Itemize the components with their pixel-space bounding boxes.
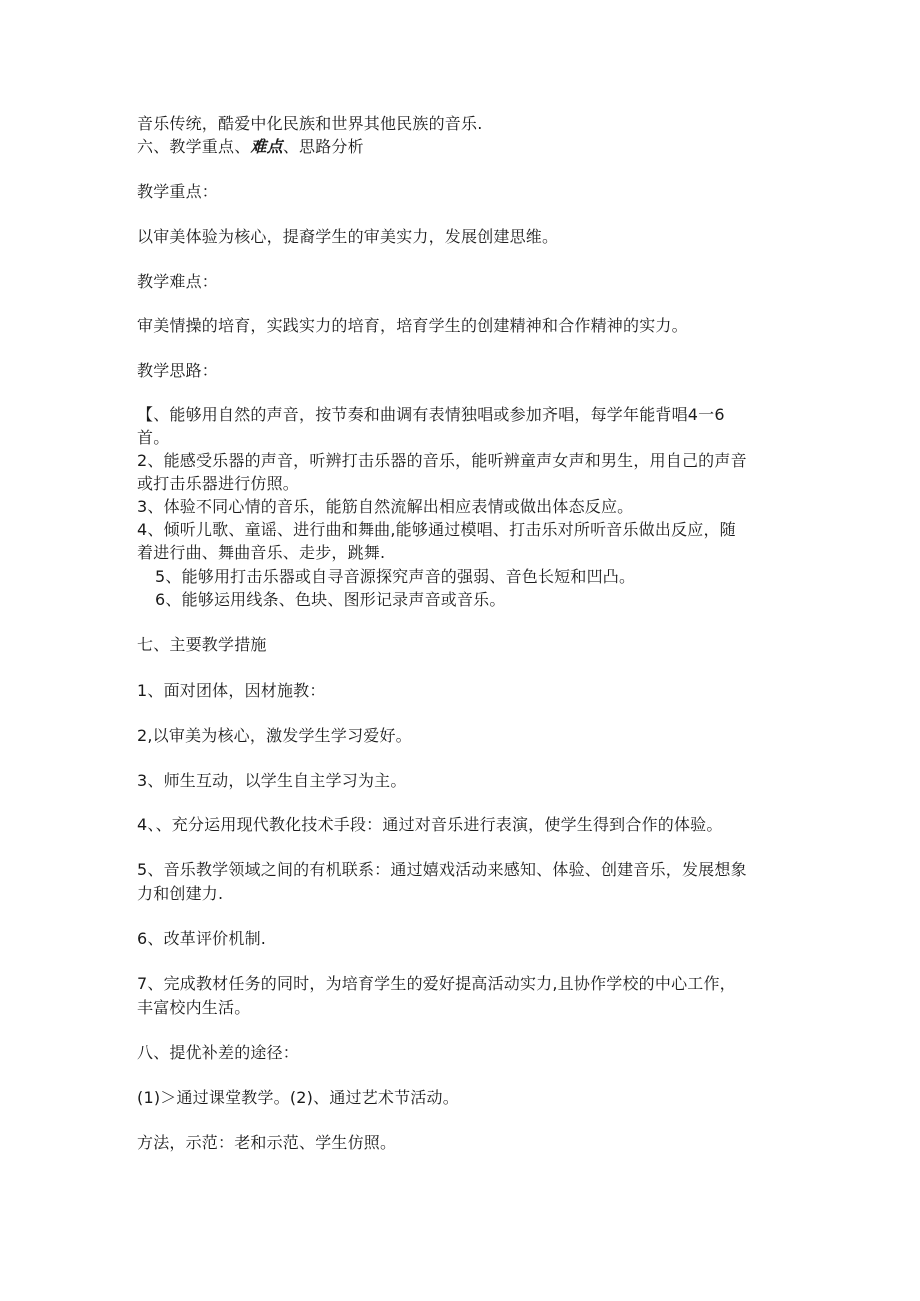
- section-6-heading-post: 、思路分析: [282, 137, 364, 156]
- measure-item: 5、音乐教学领域之间的有机联系：通过嬉戏活动来感知、体验、创建音乐，发展想象: [137, 860, 747, 879]
- difficulty-text: 审美情操的培育，实践实力的培育，培育学生的创建精神和合作精神的实力。: [137, 316, 688, 335]
- section-6-heading: [137, 136, 364, 158]
- measure-item: 1、面对团体，因材施教：: [137, 681, 326, 700]
- approach-item: 2、能感受乐器的声音，听辨打击乐器的音乐，能听辨童声女声和男生，用自己的声音: [137, 451, 747, 470]
- difficulty-label: 教学难点：: [137, 272, 219, 291]
- measure-item: 丰富校内生活。: [137, 998, 251, 1017]
- section-7-heading: 七、主要教学措施: [137, 635, 267, 654]
- approach-item: 4、倾听儿歌、童谣、进行曲和舞曲,能够通过模唱、打击乐对所听音乐做出反应，随: [137, 520, 736, 539]
- measure-item: 2,以审美为核心，激发学生学习爱好。: [137, 726, 412, 745]
- approach-label: 教学思路：: [137, 361, 219, 380]
- approach-item: 首。: [137, 428, 170, 447]
- section-8-heading: 八、提优补差的途径：: [137, 1043, 300, 1062]
- section-6-heading-emphasis: 难点: [250, 137, 283, 156]
- approach-item: 5、能够用打击乐器或自寻音源探究声音的强弱、音色长短和凹凸。: [155, 567, 636, 586]
- approach-item: 3、体验不同心情的音乐，能筋自然流解出相应表情或做出体态反应。: [137, 497, 634, 516]
- measure-item: 3、师生互动，以学生自主学习为主。: [137, 771, 407, 790]
- focus-text: 以审美体验为核心，提裔学生的审美实力，发展创建思维。: [137, 227, 559, 246]
- approach-item: 着进行曲、舞曲音乐、走步，跳舞.: [137, 543, 386, 562]
- measure-item: 6、改革评价机制.: [137, 929, 267, 948]
- measure-item: 力和创建力.: [137, 884, 224, 903]
- section-8-ways: (1)＞通过课堂教学。(2)、通过艺术节活动。: [137, 1088, 459, 1107]
- section-8-method: 方法，示范：老和示范、学生仿照。: [137, 1133, 397, 1152]
- approach-item: 或打击乐器进行仿照。: [137, 474, 300, 493]
- measure-item: 7、完成教材任务的同时，为培育学生的爱好提高活动实力,且协作学校的中心工作，: [137, 974, 736, 993]
- approach-item: 6、能够运用线条、色块、图形记录声音或音乐。: [155, 590, 506, 609]
- section-6-heading-pre: 六、教学重点、: [137, 137, 251, 156]
- intro-line: 音乐传统，酷爱中化民族和世界其他民族的音乐.: [137, 114, 483, 133]
- focus-label: 教学重点：: [137, 182, 219, 201]
- measure-item: 4、、充分运用现代教化技术手段：通过对音乐进行表演，使学生得到合作的体验。: [137, 815, 723, 834]
- approach-item: 【、能够用自然的声音，按节奏和曲调有表情独唱或参加齐唱，每学年能背唱4一6: [137, 405, 725, 424]
